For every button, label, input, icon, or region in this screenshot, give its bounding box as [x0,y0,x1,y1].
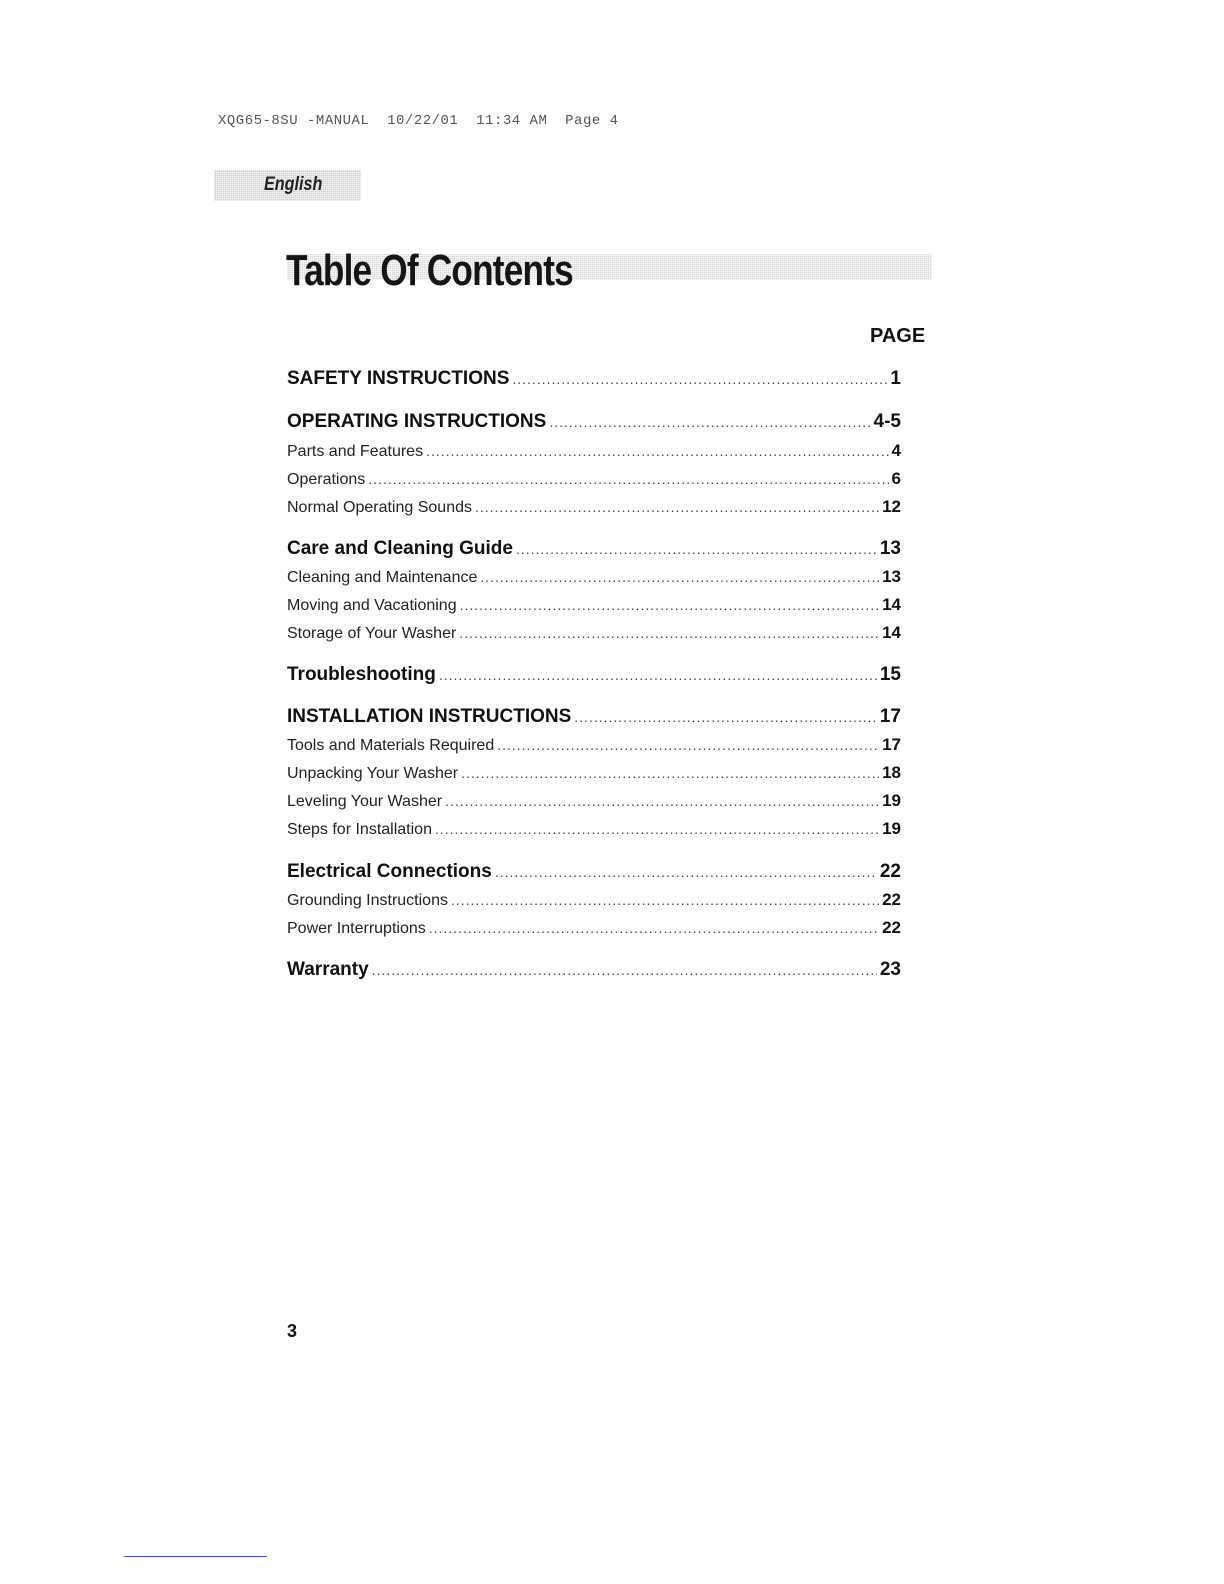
dot-leader [429,920,879,936]
dot-leader [445,793,879,809]
toc-entry-page: 22 [879,861,901,882]
footer-rule [124,1556,267,1557]
toc-entry-safety-instructions[interactable] [287,368,901,390]
toc-entry-normal-operating-sounds[interactable] [287,497,901,517]
dot-leader [435,821,879,837]
print-header: XQG65-8SU -MANUAL 10/22/01 11:34 AM Page 4 [218,113,619,129]
dot-leader [512,371,887,387]
toc-entry-page: 19 [882,819,901,838]
language-tab-label: English [264,174,323,195]
toc-entry-power-interruptions[interactable] [287,918,901,938]
dot-leader [451,892,879,908]
toc-entry-label: Operations [287,471,366,488]
toc-entry-label: Cleaning and Maintenance [287,569,478,586]
dot-leader [475,499,879,515]
toc-entry-page: 13 [879,538,901,559]
toc-entry-leveling-your-washer[interactable] [287,791,901,811]
toc-entry-label: Care and Cleaning Guide [287,538,513,559]
toc-entry-page: 18 [882,763,901,782]
dot-leader [459,625,879,641]
dot-leader [372,962,877,978]
toc-entry-label: Steps for Installation [287,821,432,838]
toc-entry-page: 14 [882,595,901,614]
toc-entry-page: 23 [879,959,901,980]
toc-entry-label: Tools and Materials Required [287,737,495,754]
dot-leader [368,471,888,487]
toc-entry-moving-and-vacationing[interactable] [287,595,901,615]
dot-leader [439,667,877,683]
page-column-label: PAGE [870,325,926,347]
toc-entry-page: 15 [879,664,901,685]
toc-entry-cleaning-and-maintenance[interactable] [287,567,901,587]
toc-entry-label: Parts and Features [287,443,424,460]
toc-entry-label: Electrical Connections [287,861,492,882]
toc-entry-page: 17 [882,735,901,754]
dot-leader [495,864,877,880]
dot-leader [497,737,879,753]
toc-entry-page: 14 [882,623,901,642]
toc-entry-operations[interactable] [287,469,901,489]
dot-leader [426,443,888,459]
toc-entry-tools-and-materials-required[interactable] [287,735,901,755]
dot-leader [574,709,877,725]
toc-entry-warranty[interactable] [287,959,901,981]
toc-entry-page: 22 [882,890,901,909]
toc-entry-page: 4 [891,441,901,460]
dot-leader [480,569,879,585]
dot-leader [461,765,879,781]
toc-entry-label: INSTALLATION INSTRUCTIONS [287,706,572,727]
toc-entry-page: 4-5 [873,411,901,432]
page-title: Table Of Contents [286,246,573,295]
toc-entry-parts-and-features[interactable] [287,441,901,461]
toc-entry-label: SAFETY INSTRUCTIONS [287,368,510,389]
toc-entry-electrical-connections[interactable] [287,861,901,883]
toc-entry-page: 13 [882,567,901,586]
toc-entry-label: Grounding Instructions [287,892,448,909]
toc-entry-label: Unpacking Your Washer [287,765,459,782]
toc-entry-page: 17 [879,706,901,727]
toc-entry-label: Normal Operating Sounds [287,499,472,516]
toc-entry-label: OPERATING INSTRUCTIONS [287,411,547,432]
toc-entry-page: 1 [890,368,901,389]
toc-entry-page: 6 [891,469,901,488]
dot-leader [549,414,870,430]
toc-entry-label: Moving and Vacationing [287,597,457,614]
toc-entry-label: Power Interruptions [287,920,426,937]
toc-entry-grounding-instructions[interactable] [287,890,901,910]
toc-entry-label: Troubleshooting [287,664,436,685]
dot-leader [460,597,879,613]
toc-entry-page: 19 [882,791,901,810]
language-tab [214,170,361,201]
toc-entry-operating-instructions[interactable] [287,411,901,433]
toc-entry-troubleshooting[interactable] [287,664,901,686]
toc-entry-care-and-cleaning-guide[interactable] [287,538,901,560]
toc-entry-label: Storage of Your Washer [287,625,457,642]
toc-entry-label: Warranty [287,959,369,980]
dot-leader [516,541,877,557]
toc-entry-page: 22 [882,918,901,937]
toc-entry-page: 12 [882,497,901,516]
toc-entry-label: Leveling Your Washer [287,793,443,810]
toc-entry-steps-for-installation[interactable] [287,819,901,839]
toc-entry-unpacking-your-washer[interactable] [287,763,901,783]
page-number: 3 [287,1321,298,1341]
toc-entry-storage-of-your-washer[interactable] [287,623,901,643]
toc-entry-installation-instructions[interactable] [287,706,901,728]
